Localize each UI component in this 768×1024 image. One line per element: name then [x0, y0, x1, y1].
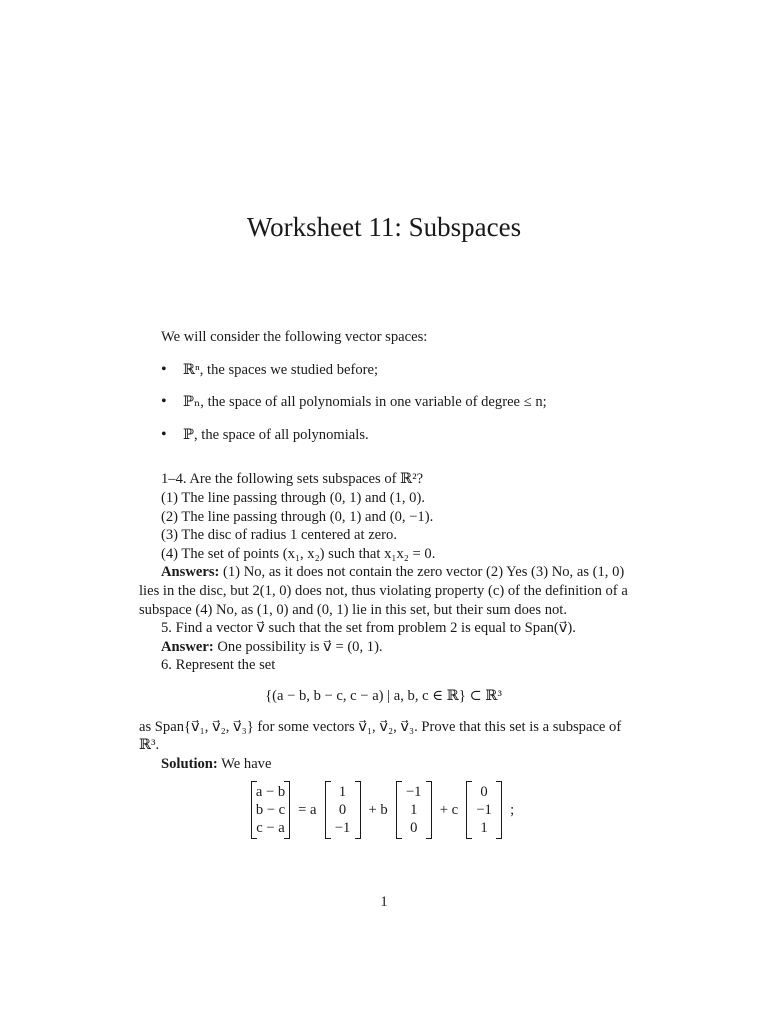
answers-paragraph [139, 563, 628, 619]
vector-spaces-list [139, 361, 628, 445]
page-number: 1 [380, 894, 388, 910]
plus-b: + b [368, 801, 388, 818]
vector-v2 [396, 781, 432, 839]
problem-6-text: 6. Represent the set [161, 657, 276, 674]
answer-label: Answer: [161, 638, 214, 655]
answers-text: (1) No, as it does not contain the zero vector (2) Yes (3) No, as (1, 0) lies in the disc, but 2(1, 0) does not, thus violating property (c) of the definition of a subspace (4) No, as (1, 0) and (0, 1) lie in this set, but their sum does not. [139, 564, 628, 618]
matrix-entry: −1 [334, 820, 351, 837]
matrix-entry: 1 [410, 802, 418, 819]
answer-text: One possibility is v⃗ = (0, 1). [213, 638, 383, 655]
lhs-vector [251, 781, 290, 839]
matrix-entry: c − a [256, 820, 285, 837]
equals-a: = a [298, 801, 317, 818]
intro-text: We will consider the following vector spaces: [161, 329, 428, 345]
worksheet-body [139, 328, 628, 839]
matrix-entry: 1 [338, 784, 347, 801]
matrix-entry: a − b [255, 784, 286, 801]
solution-label: Solution: [161, 755, 218, 772]
problem-5-text: 5. Find a vector v⃗ such that the set from problem 2 is equal to Span(v⃗). [161, 620, 576, 637]
answers-label: Answers: [161, 564, 220, 581]
vector-v1 [325, 781, 361, 839]
matrix-equation [139, 781, 628, 839]
vector-v3 [466, 781, 502, 839]
problem-5-answer [139, 638, 628, 657]
matrix-entry: −1 [405, 784, 422, 801]
page-title: Worksheet 11: Subspaces [246, 212, 522, 242]
matrix-entry: b − c [255, 802, 286, 819]
matrix-entry: 1 [480, 820, 488, 837]
matrix-entry: 0 [410, 820, 418, 837]
problem-6-text-after: as Span{v⃗₁, v⃗₂, v⃗₃} for some vectors v⃗₁, v⃗₂, v⃗₃. Prove that this set is a subspace of ℝ³. [139, 718, 622, 754]
plus-c: + c [439, 801, 459, 818]
solution-text: We have [217, 755, 272, 772]
problem-item: (3) The disc of radius 1 centered at zero. [161, 527, 397, 544]
matrix-entry: −1 [476, 802, 492, 819]
matrix-entry: 0 [338, 802, 347, 819]
matrix-entry: 0 [480, 784, 488, 801]
list-item: • ℝⁿ, the spaces we studied before; [161, 361, 628, 380]
problem-item: (2) The line passing through (0, 1) and (0, −1). [161, 508, 434, 525]
list-item: • ℙ, the space of all polynomials. [161, 426, 628, 445]
problem-1-4-header: 1–4. Are the following sets subspaces of ℝ²? [161, 471, 424, 488]
solution-paragraph [139, 755, 628, 774]
problem-item: (1) The line passing through (0, 1) and (1, 0). [161, 489, 425, 506]
set-display: {(a − b, b − c, c − a) | a, b, c ∈ ℝ} ⊂ ℝ³ [265, 687, 502, 704]
problem-item: (4) The set of points (x₁, x₂) such that x₁x₂ = 0. [161, 545, 436, 562]
list-item: • ℙₙ, the space of all polynomials in one variable of degree ≤ n; [161, 393, 628, 412]
semicolon: ; [510, 801, 515, 818]
